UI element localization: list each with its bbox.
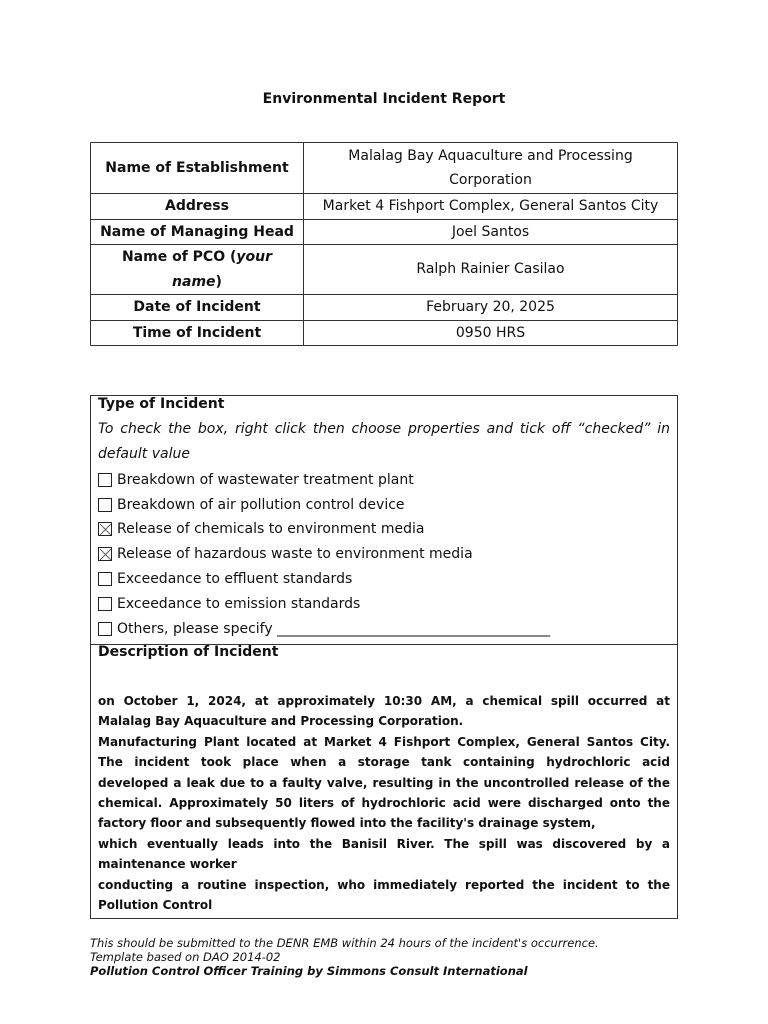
- table-row: [91, 143, 678, 194]
- pco-label-part: ): [215, 273, 222, 290]
- pco-label-italic: your: [236, 249, 273, 265]
- incident-type-section: [91, 396, 677, 645]
- table-row: [91, 320, 678, 346]
- date-value: February 20, 2025: [304, 295, 678, 321]
- managing-head-label: Name of Managing Head: [91, 219, 304, 245]
- establishment-value-line1: Malalag Bay Aquaculture and Processing: [348, 147, 633, 164]
- description-heading: Description of Incident: [98, 644, 279, 660]
- address-value: Market 4 Fishport Complex, General Santos City: [304, 194, 678, 220]
- incident-option-label: Breakdown of wastewater treatment plant: [117, 472, 414, 488]
- footer-notes: [90, 936, 599, 978]
- training-credit: Pollution Control Officer Training by Simmons Consult International: [90, 964, 528, 978]
- submission-note: This should be submitted to the DENR EMB within 24 hours of the incident's occurrence.: [90, 936, 599, 950]
- incident-option-label: Others, please specify _______________________________________: [117, 621, 551, 637]
- template-note: Template based on DAO 2014-02: [90, 950, 281, 964]
- incident-type-heading: Type of Incident: [98, 396, 225, 412]
- incident-option-label: Exceedance to effluent standards: [117, 571, 353, 587]
- incident-option-label: Exceedance to emission standards: [117, 596, 361, 612]
- time-label: Time of Incident: [91, 320, 304, 346]
- incident-option[interactable]: [98, 544, 473, 564]
- report-title: Environmental Incident Report: [262, 91, 506, 107]
- pco-label-part: Name of PCO (: [121, 249, 237, 265]
- checkbox-icon[interactable]: [98, 473, 112, 487]
- checked-checkbox-icon[interactable]: [98, 547, 112, 561]
- table-row: [91, 219, 678, 245]
- address-label: Address: [91, 194, 304, 220]
- description-paragraph: conducting a routine inspection, who immediately reported the incident to the Pollution Control: [98, 877, 670, 913]
- incident-option[interactable]: [98, 495, 405, 515]
- pco-value: Ralph Rainier Casilao: [304, 245, 678, 295]
- description-paragraph: Manufacturing Plant located at Market 4 Fishport Complex, General Santos City. The incident took place when a storage tank containing hydrochloric acid developed a leak due to a faulty valve, resulting in the uncontrolled release of the chemical. Approximately 50 liters of hydrochloric acid were discharged onto the factory floor and subsequently flowed into the facility's drainage system,: [98, 734, 670, 831]
- checkbox-instruction: To check the box, right click then choose properties and tick off “checked” in default value: [98, 421, 670, 462]
- incident-option[interactable]: [98, 594, 360, 614]
- establishment-value: [304, 143, 678, 194]
- time-value: 0950 HRS: [304, 320, 678, 346]
- checkbox-icon[interactable]: [98, 498, 112, 512]
- pco-label-italic: name: [172, 273, 216, 290]
- incident-option[interactable]: [98, 619, 550, 639]
- table-row: [91, 194, 678, 220]
- description-text: [98, 691, 670, 915]
- incident-option[interactable]: [98, 569, 352, 589]
- checked-checkbox-icon[interactable]: [98, 522, 112, 536]
- incident-option[interactable]: [98, 470, 414, 490]
- incident-option-label: Release of chemicals to environment media: [117, 521, 425, 537]
- establishment-label: Name of Establishment: [91, 143, 304, 194]
- incident-details-box: [90, 395, 678, 919]
- establishment-info-table: [90, 142, 678, 346]
- incident-option[interactable]: [98, 519, 424, 539]
- incident-option-label: Breakdown of air pollution control device: [117, 497, 405, 513]
- checkbox-icon[interactable]: [98, 622, 112, 636]
- managing-head-value: Joel Santos: [304, 219, 678, 245]
- date-label: Date of Incident: [91, 295, 304, 321]
- description-paragraph: which eventually leads into the Banisil River. The spill was discovered by a maintenance worker: [98, 836, 670, 872]
- checkbox-icon[interactable]: [98, 597, 112, 611]
- establishment-value-line2: Corporation: [449, 172, 532, 188]
- description-paragraph: on October 1, 2024, at approximately 10:30 AM, a chemical spill occurred at Malalag Bay Aquaculture and Processing Corporation.: [98, 694, 670, 729]
- table-row: [91, 295, 678, 321]
- checkbox-icon[interactable]: [98, 572, 112, 586]
- incident-option-label: Release of hazardous waste to environment media: [117, 546, 473, 562]
- pco-label: [91, 245, 304, 295]
- table-row: [91, 245, 678, 295]
